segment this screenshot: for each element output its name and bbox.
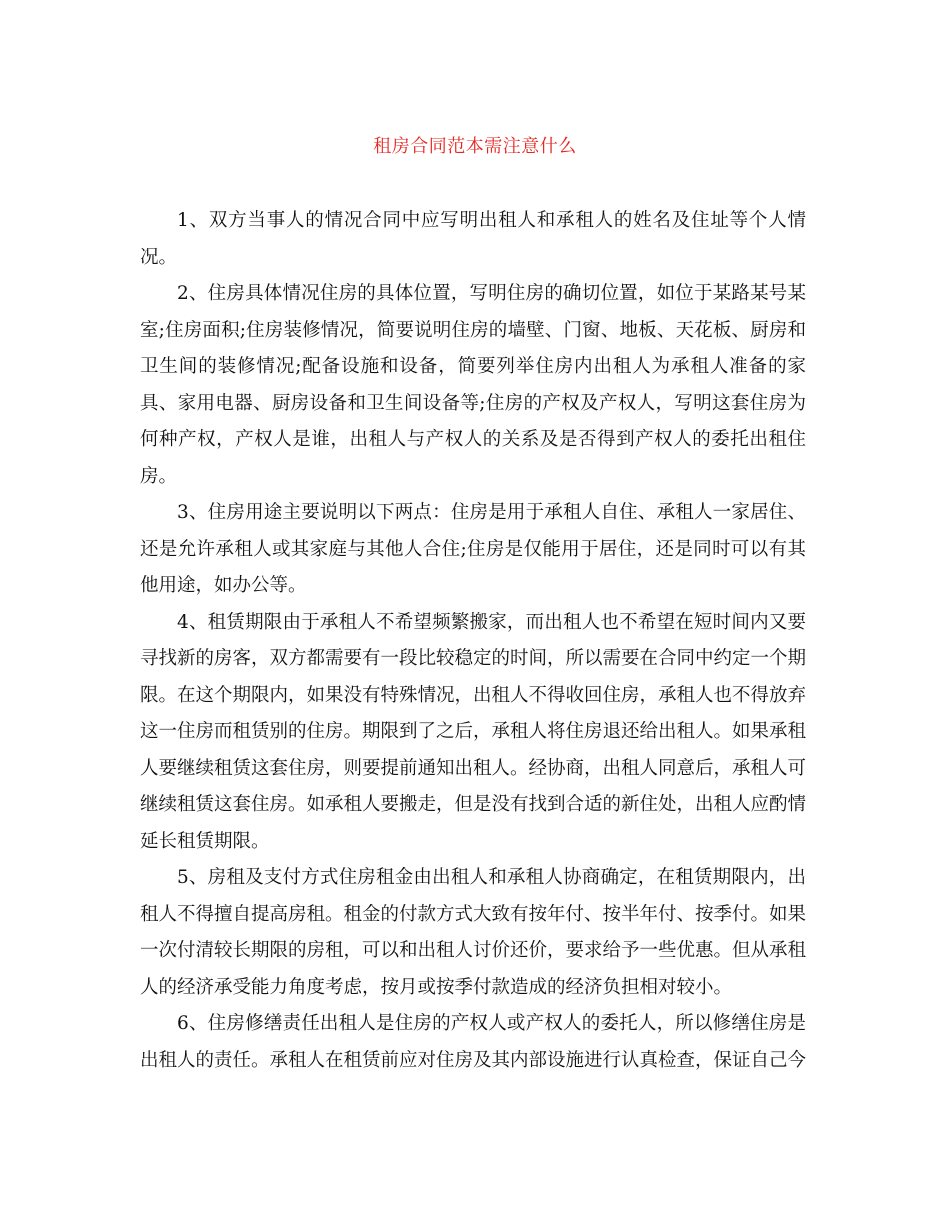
document-title: 租房合同范本需注意什么: [373, 136, 577, 157]
document-body: [140, 203, 806, 1079]
paragraph-4: 4、租赁期限由于承租人不希望频繁搬家，而出租人也不希望在短时间内又要寻找新的房客，双方都需要有一段比较稳定的时间，所以需要在合同中约定一个期限。在这个期限内，如果没有特殊情况，出租人不得收回住房，承租人也不得放弃这一住房而租赁别的住房。期限到了之后，承租人将住房退还给出租人。如果承租人要继续租赁这套住房，则要提前通知出租人。经协商，出租人同意后，承租人可继续租赁这套住房。如承租人要搬走，但是没有找到合适的新住处，出租人应酌情延长租赁期限。: [140, 611, 807, 852]
paragraph-1: 1、双方当事人的情况合同中应写明出租人和承租人的姓名及住址等个人情况。: [140, 210, 806, 268]
paragraph-6: 6、住房修缮责任出租人是住房的产权人或产权人的委托人，所以修缮住房是出租人的责任。承租人在租赁前应对住房及其内部设施进行认真检查，保证自己今: [140, 1013, 807, 1071]
paragraph-2: 2、住房具体情况住房的具体位置，写明住房的确切位置，如位于某路某号某室;住房面积;住房装修情况，简要说明住房的墙壁、门窗、地板、天花板、厨房和卫生间的装修情况;配备设施和设备，简要列举住房内出租人为承租人准备的家具、家用电器、厨房设备和卫生间设备等;住房的产权及产权人，写明这套住房为何种产权，产权人是谁，出租人与产权人的关系及是否得到产权人的委托出租住房。: [140, 283, 806, 487]
paragraph-3: 3、住房用途主要说明以下两点：住房是用于承租人自住、承租人一家居住、还是允许承租人或其家庭与其他人合住;住房是仅能用于居住，还是同时可以有其他用途，如办公等。: [140, 502, 806, 596]
paragraph-5: 5、房租及支付方式住房租金由出租人和承租人协商确定，在租赁期限内，出租人不得擅自提高房租。租金的付款方式大致有按年付、按半年付、按季付。如果一次付清较长期限的房租，可以和出租人讨价还价，要求给予一些优惠。但从承租人的经济承受能力角度考虑，按月或按季付款造成的经济负担相对较小。: [140, 867, 807, 998]
